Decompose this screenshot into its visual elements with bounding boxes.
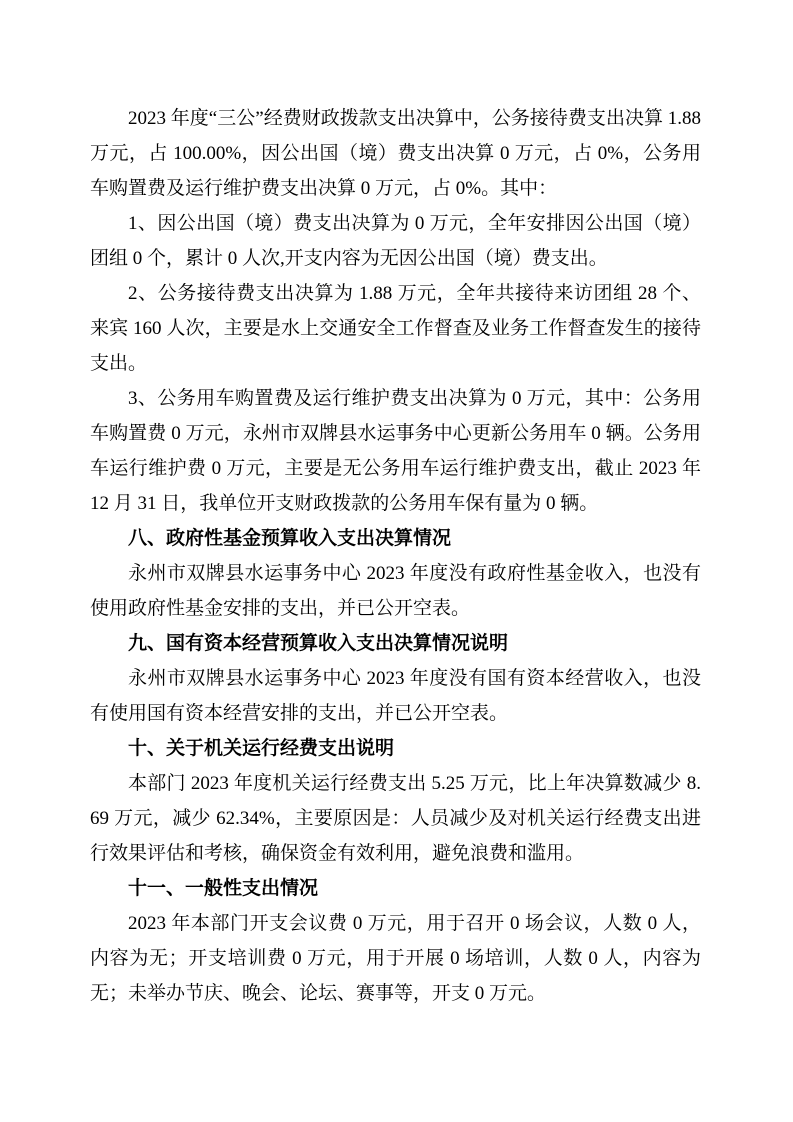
heading-section-10-operating-expense: 十、关于机关运行经费支出说明 (128, 738, 395, 759)
heading-section-11-general-expense: 十一、一般性支出情况 (128, 878, 319, 899)
heading-section-9-state-capital: 九、国有资本经营预算收入支出决算情况说明 (128, 633, 509, 654)
paragraph-govfund-statement: 永州市双牌县水运事务中心 2023 年度没有政府性基金收入，也没有使用政府性基金安排的支出，并已公开空表。 (90, 563, 701, 619)
paragraph-operating-expense: 本部门 2023 年度机关运行经费支出 5.25 万元，比上年决算数减少 8.69 万元，减少 62.34%，主要原因是：人员减少及对机关运行经费支出进行效果评估和考核，确保资金有效利用，避免浪费和滥用。 (90, 773, 701, 864)
paragraph-general-expense: 2023 年本部门开支会议费 0 万元，用于召开 0 场会议，人数 0 人，内容为无；开支培训费 0 万元，用于开展 0 场培训，人数 0 人，内容为无；未举办节庆、晚会、论坛、赛事等，开支 0 万元。 (90, 913, 701, 1004)
paragraph-reception-expense: 2、公务接待费支出决算为 1.88 万元，全年共接待来访团组 28 个、来宾 160 人次，主要是水上交通安全工作督查及业务工作督查发生的接待支出。 (90, 283, 701, 374)
paragraph-sangong-overview: 2023 年度“三公”经费财政拨款支出决算中，公务接待费支出决算 1.88 万元，占 100.00%，因公出国（境）费支出决算 0 万元，占 0%，公务用车购置费及运行维护费支出决算 0 万元，占 0%。其中： (90, 108, 701, 199)
paragraph-state-capital-statement: 永州市双牌县水运事务中心 2023 年度没有国有资本经营收入，也没有使用国有资本经营安排的支出，并已公开空表。 (90, 668, 701, 724)
paragraph-abroad-expense: 1、因公出国（境）费支出决算为 0 万元，全年安排因公出国（境）团组 0 个，累计 0 人次,开支内容为无因公出国（境）费支出。 (90, 213, 701, 269)
heading-section-8-govfund: 八、政府性基金预算收入支出决算情况 (128, 528, 452, 549)
paragraph-vehicle-expense: 3、公务用车购置费及运行维护费支出决算为 0 万元，其中：公务用车购置费 0 万元，永州市双牌县水运事务中心更新公务用车 0 辆。公务用车运行维护费 0 万元，主要是无公务用车运行维护费支出，截止 2023 年 12 月 31 日，我单位开支财政拨款的公务用车保有量为 0 辆。 (90, 388, 701, 514)
document-content (90, 101, 701, 1011)
